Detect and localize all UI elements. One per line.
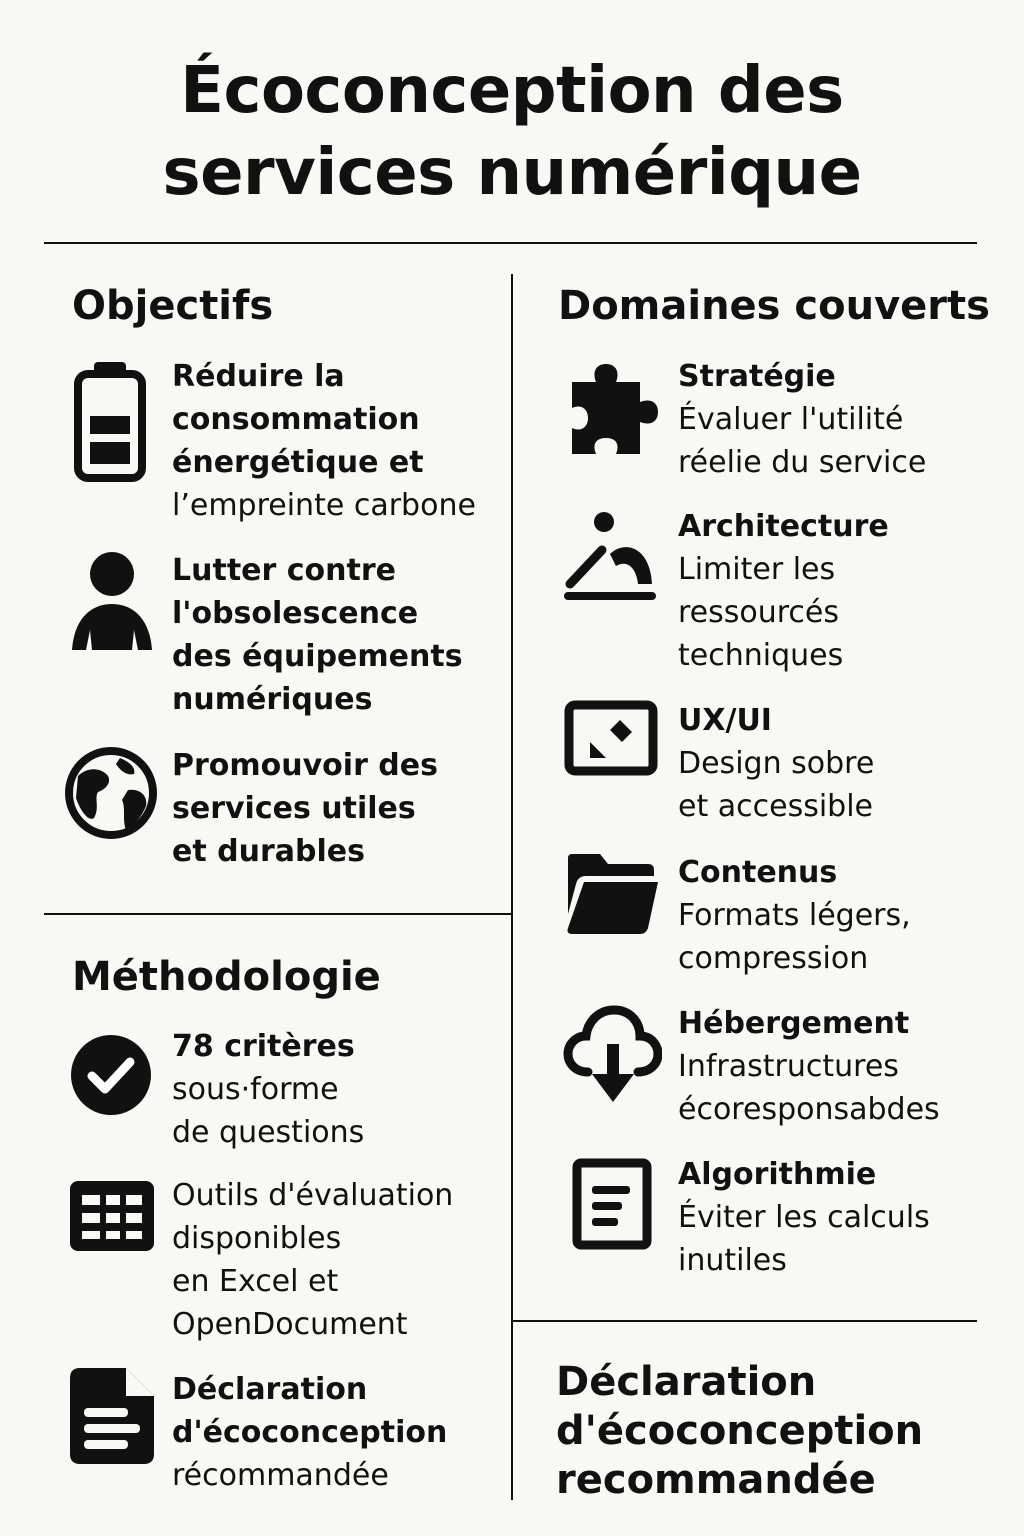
domain-hebergement-desc-2: écoresponsabdes: [678, 1092, 940, 1127]
table-icon: [70, 1181, 154, 1251]
objective-2-line-4: numériques: [172, 682, 373, 717]
domain-strategie-desc-2: réelie du service: [678, 445, 927, 480]
domain-contenus-desc-1: Formats légers,: [678, 898, 911, 933]
methodology-2-line-3: en Excel et: [172, 1264, 339, 1299]
objective-2-line-2: l'obsolescence: [172, 596, 419, 631]
domain-architecture-desc-3: techniques: [678, 638, 844, 673]
domain-architecture-desc-2: ressourcés: [678, 595, 840, 630]
methodology-1-line-1: 78 critères: [172, 1029, 355, 1064]
objective-2-line-1: Lutter contre: [172, 553, 396, 588]
domain-hebergement-title: Hébergement: [678, 1006, 910, 1041]
methodology-3-line-1: Déclaration: [172, 1372, 368, 1407]
objective-item-2: [172, 549, 463, 721]
domain-item-contenus: [678, 851, 911, 980]
image-frame-icon: [564, 700, 658, 776]
domain-item-architecture: [678, 505, 889, 677]
domain-item-strategie: [678, 355, 926, 484]
methodology-item-3: [172, 1368, 447, 1497]
methodology-2-line-1: Outils d'évaluation: [172, 1178, 454, 1213]
text-document-icon: [572, 1158, 652, 1250]
objective-1-line-4: l’empreinte carbone: [172, 488, 476, 523]
domain-algorithmie-desc-2: inutiles: [678, 1243, 787, 1278]
domain-uxui-desc-2: et accessible: [678, 789, 874, 824]
title-divider: [44, 242, 977, 244]
folder-icon: [564, 850, 660, 936]
battery-icon: [72, 360, 148, 484]
document-icon: [70, 1368, 154, 1464]
domain-item-hebergement: [678, 1002, 940, 1131]
page-title: [0, 50, 1024, 214]
objective-3-line-3: et durables: [172, 834, 365, 869]
methodology-1-line-3: de questions: [172, 1115, 365, 1150]
domain-uxui-title: UX/UI: [678, 703, 772, 738]
objective-1-line-1: Réduire la: [172, 359, 345, 394]
objectives-heading: Objectifs: [72, 283, 274, 329]
cloud-download-icon: [562, 1004, 662, 1106]
declaration-line-2: d'écoconception: [556, 1408, 924, 1454]
puzzle-icon: [566, 362, 662, 458]
domain-contenus-desc-2: compression: [678, 941, 869, 976]
methodology-1-line-2: sous·forme: [172, 1072, 339, 1107]
declaration-line-1: Déclaration: [556, 1359, 817, 1405]
declaration-callout: [556, 1358, 923, 1505]
domain-uxui-desc-1: Design sobre: [678, 746, 875, 781]
objective-item-1: [172, 355, 476, 527]
architecture-icon: [562, 510, 658, 604]
objective-1-line-2: consommation: [172, 402, 420, 437]
objective-3-line-2: services utiles: [172, 791, 416, 826]
domain-contenus-title: Contenus: [678, 855, 838, 890]
methodology-2-line-2: disponibles: [172, 1221, 342, 1256]
domain-architecture-title: Architecture: [678, 509, 889, 544]
objective-2-line-3: des équipements: [172, 639, 463, 674]
objective-3-line-1: Promouvoir des: [172, 748, 438, 783]
methodology-3-line-3: récommandée: [172, 1458, 389, 1493]
domain-strategie-title: Stratégie: [678, 359, 836, 394]
right-section-divider: [512, 1320, 977, 1322]
objective-1-line-3: énergétique et: [172, 445, 424, 480]
methodology-3-line-2: d'écoconception: [172, 1415, 448, 1450]
domain-item-uxui: [678, 699, 874, 828]
domain-architecture-desc-1: Limiter les: [678, 552, 836, 587]
objective-item-3: [172, 744, 438, 873]
domain-algorithmie-desc-1: Éviter les calculs: [678, 1200, 930, 1235]
globe-icon: [64, 746, 158, 840]
methodology-2-line-4: OpenDocument: [172, 1307, 408, 1342]
column-divider: [511, 274, 513, 1500]
person-icon: [64, 550, 160, 658]
domain-strategie-desc-1: Évaluer l'utilité: [678, 402, 904, 437]
check-circle-icon: [70, 1034, 152, 1116]
domain-hebergement-desc-1: Infrastructures: [678, 1049, 899, 1084]
title-line-2: services numérique: [162, 136, 862, 210]
domain-item-algorithmie: [678, 1153, 930, 1282]
declaration-line-3: recommandée: [556, 1457, 876, 1503]
methodology-item-2: [172, 1174, 453, 1346]
left-section-divider: [44, 913, 512, 915]
domain-algorithmie-title: Algorithmie: [678, 1157, 877, 1192]
domains-heading: Domaines couverts: [558, 283, 990, 329]
methodology-heading: Méthodologie: [72, 954, 381, 1000]
methodology-item-1: [172, 1025, 364, 1154]
title-line-1: Écoconception des: [180, 54, 844, 128]
